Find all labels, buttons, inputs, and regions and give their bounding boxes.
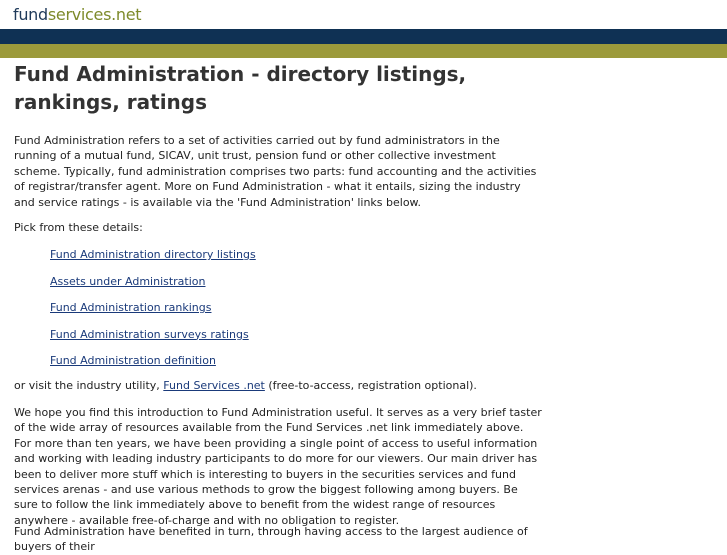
details-link-list xyxy=(50,247,256,380)
link-assets-under-administration[interactable]: Assets under Administration xyxy=(50,274,206,288)
link-directory-listings[interactable]: Fund Administration directory listings xyxy=(50,248,256,261)
header-band-navy xyxy=(0,29,727,44)
visit-utility-line xyxy=(14,378,477,393)
site-header xyxy=(0,0,727,29)
header-band-olive xyxy=(0,44,727,58)
main-content xyxy=(14,60,544,554)
body-paragraph-3: Fund Administration have benefited in turn, through having access to the largest audience of buyers of their xyxy=(14,525,528,554)
link-definition[interactable]: Fund Administration definition xyxy=(50,354,216,367)
logo-text-fund: fund xyxy=(13,5,48,24)
link-surveys-ratings[interactable]: Fund Administration surveys ratings xyxy=(50,327,249,341)
visit-prefix: or visit the industry utility, xyxy=(14,379,164,392)
logo-text-services: services.net xyxy=(47,5,142,24)
body-paragraph-2: We hope you find this introduction to Fund Administration useful. It serves as a very brief taster of the wide array of resources available from the Fund Services .net link immediately above. For more than ten years, we have been providing a single point of access to useful information and working with leading industry participants to do more for our viewers. Our main driver has been to deliver more stuff which is interesting to buyers in the securities services and fund services arenas - and use various methods to grow the biggest following among buyers. Be sure to follow the link immediately above to benefit from the widest range of resources anywhere - available free-of-charge and with no obligation to register. xyxy=(14,406,542,527)
pick-label: Pick from these details: xyxy=(14,221,143,234)
page-title: Fund Administration - directory listings, rankings, ratings xyxy=(14,62,467,114)
link-rankings[interactable]: Fund Administration rankings xyxy=(50,301,212,314)
site-logo[interactable] xyxy=(13,5,141,25)
intro-paragraph: Fund Administration refers to a set of activities carried out by fund administrators in the running of a mutual fund, SICAV, unit trust, pension fund or other collective investment scheme. Typically, fund administration comprises two parts: fund accounting and the activities of registrar/transfer agent. More on Fund Administration - what it entails, sizing the industry and service ratings - is available via the 'Fund Administration' links below. xyxy=(14,134,537,209)
fund-services-link[interactable]: Fund Services .net xyxy=(163,379,265,392)
visit-suffix: (free-to-access, registration optional). xyxy=(264,379,477,392)
